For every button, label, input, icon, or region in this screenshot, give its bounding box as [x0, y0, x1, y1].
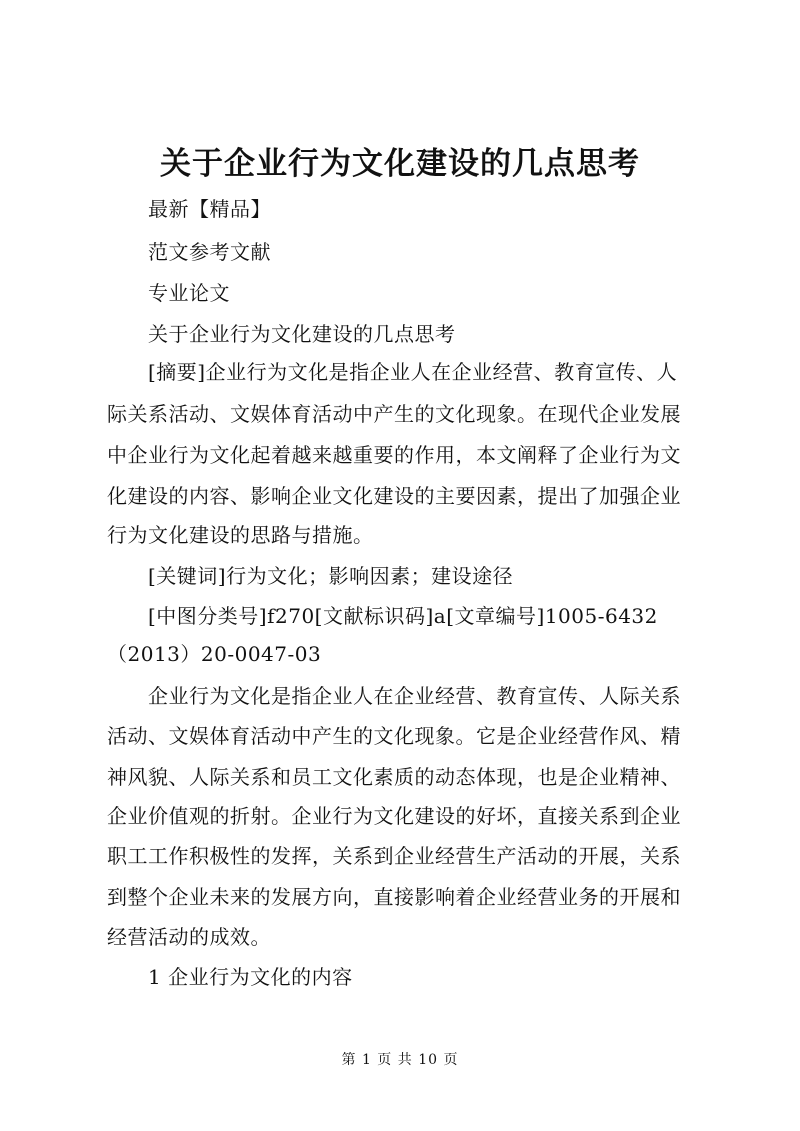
abstract-line: 中企业行为文化起着越来越重要的作用，本文阐释了企业行为文 [107, 443, 681, 467]
body-line: 到整个企业未来的发展方向，直接影响着企业经营业务的开展和 [107, 885, 681, 909]
abstract-line: [摘要]企业行为文化是指企业人在企业经营、教育宣传、人 [148, 360, 678, 384]
page-footer: 第 1 页 共 10 页 [341, 1052, 459, 1068]
body-line: 活动、文娱体育活动中产生的文化现象。它是企业经营作风、精 [107, 724, 681, 748]
meta-line: 关于企业行为文化建设的几点思考 [148, 322, 456, 346]
page-title: 关于企业行为文化建设的几点思考 [160, 146, 640, 182]
meta-line: 专业论文 [148, 281, 230, 305]
classification-line: （2013）20-0047-03 [107, 642, 322, 666]
abstract-line: 际关系活动、文娱体育活动中产生的文化现象。在现代企业发展 [107, 402, 681, 426]
abstract-line: 行为文化建设的思路与措施。 [107, 523, 374, 547]
section-heading: 1 企业行为文化的内容 [148, 965, 353, 989]
meta-line: 最新【精品】 [148, 197, 271, 221]
body-line: 经营活动的成效。 [107, 925, 271, 949]
classification-line: [中图分类号]f270[文献标识码]a[文章编号]1005-6432 [148, 604, 658, 628]
body-line: 企业价值观的折射。企业行为文化建设的好坏，直接关系到企业 [107, 804, 681, 828]
abstract-line: 化建设的内容、影响企业文化建设的主要因素，提出了加强企业 [107, 484, 681, 508]
body-line: 企业行为文化是指企业人在企业经营、教育宣传、人际关系 [148, 684, 681, 708]
meta-line: 范文参考文献 [148, 240, 271, 264]
body-line: 职工工作积极性的发挥，关系到企业经营生产活动的开展，关系 [107, 844, 681, 868]
keywords-line: [关键词]行为文化；影响因素；建设途径 [148, 564, 514, 588]
body-line: 神风貌、人际关系和员工文化素质的动态体现，也是企业精神、 [107, 765, 681, 789]
